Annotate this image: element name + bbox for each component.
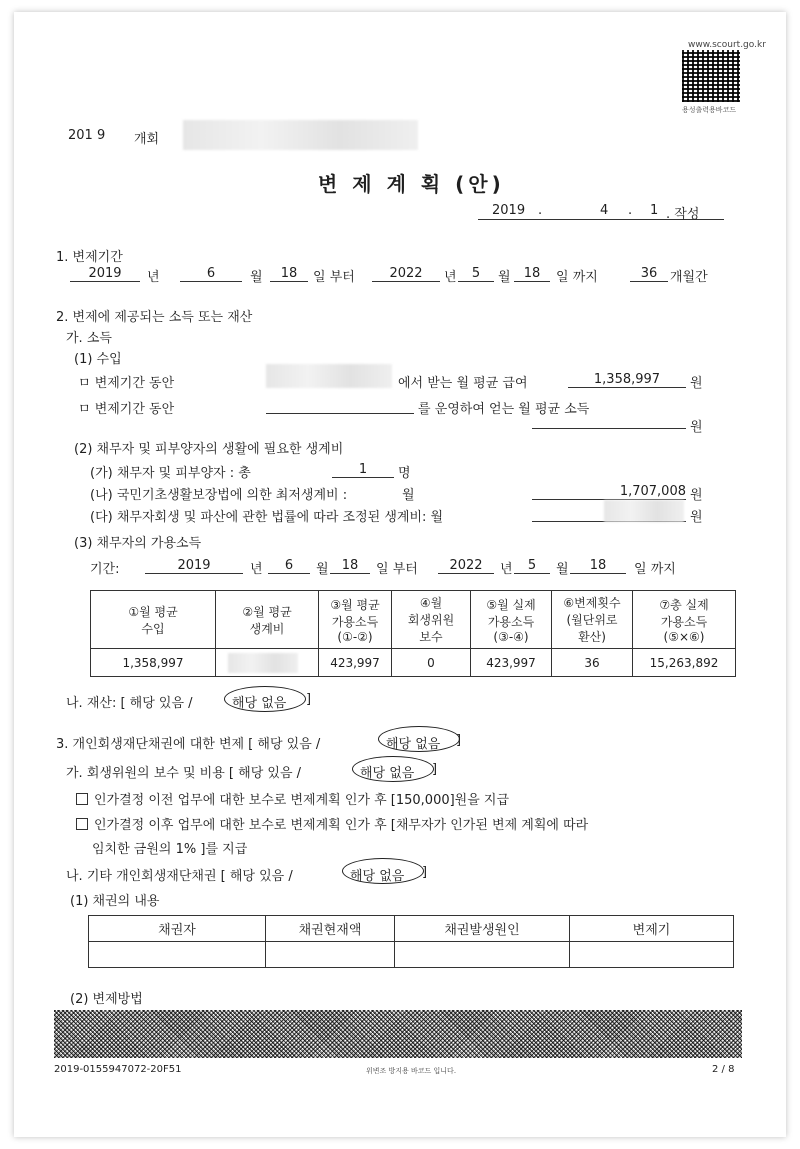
s3-na-close: ] — [422, 865, 428, 880]
th-claim-cause: 채권발생원인 — [395, 916, 570, 942]
td-claim-cause — [395, 942, 570, 968]
p-end-month: 5 — [514, 558, 550, 574]
th-due-date: 변제기 — [570, 916, 734, 942]
available-income-heading: (3) 채무자의 가용소득 — [74, 536, 202, 551]
p-start-month: 6 — [268, 558, 310, 574]
living-b-label: (나) 국민기초생활보장법에 의한 최저생계비 : — [90, 488, 348, 503]
td-actual-available: 423,997 — [471, 649, 552, 677]
living-a-label: (가) 채무자 및 피부양자 : 총 — [90, 466, 251, 481]
nyeon-label: 년 — [500, 562, 513, 577]
td-available-income: 423,997 — [319, 649, 392, 677]
income-heading: (1) 수입 — [74, 352, 122, 367]
p-start-day: 18 — [330, 558, 370, 574]
table-row — [89, 942, 734, 968]
table-header-row — [91, 591, 736, 649]
s3-none: 해당 없음 — [386, 737, 441, 752]
p-start-year: 2019 — [145, 558, 243, 574]
date-year: 2019 — [492, 203, 526, 218]
wol-label: 월 — [556, 562, 569, 577]
date-dot: . — [538, 203, 543, 218]
won-label: 원 — [690, 488, 703, 503]
redacted-employer — [266, 364, 392, 388]
section3-heading: 3. 개인회생재단채권에 대한 변제 [ 해당 있음 / — [56, 737, 321, 752]
won-label: 원 — [690, 420, 703, 435]
check-row-2 — [76, 814, 588, 833]
il-kkaji-label: 일 까지 — [634, 562, 676, 577]
living-b-wol: 월 — [402, 488, 415, 503]
circled-mark — [352, 756, 434, 782]
nyeon-label: 년 — [444, 270, 457, 285]
td-total-available: 15,263,892 — [633, 649, 736, 677]
business-income-blank — [532, 413, 686, 429]
property-label: 나. 재산: [ 해당 있음 / — [66, 696, 193, 711]
s1-start-day: 18 — [270, 266, 308, 282]
s1-start-year: 2019 — [70, 266, 140, 282]
qr-code-icon — [682, 50, 740, 102]
table-header-row — [89, 916, 734, 942]
check-text-1: 인가결정 이전 업무에 대한 보수로 변제계획 인가 후 [150,000]원을 지급 — [94, 793, 510, 808]
th-claim-amount: 채권현재액 — [266, 916, 395, 942]
s1-end-month: 5 — [458, 266, 494, 282]
table-row — [91, 649, 736, 677]
method-heading: (2) 변제방법 — [70, 992, 143, 1007]
property-close: ] — [306, 692, 312, 707]
check-text-2b: 임치한 금원의 1% ]를 지급 — [92, 842, 248, 857]
il-buteo-label: 일 부터 — [376, 562, 418, 577]
won-label: 원 — [690, 510, 703, 525]
won-label: 원 — [690, 376, 703, 391]
barcode-note: 위변조 방지용 바코드 입니다. — [366, 1067, 457, 1075]
minimum-living-cost: 1,707,008 — [532, 484, 686, 500]
nyeon-label: 년 — [250, 562, 263, 577]
monthly-salary: 1,358,997 — [568, 372, 686, 388]
s1-end-day: 18 — [514, 266, 550, 282]
case-type: 개회 — [134, 132, 160, 147]
redacted-adjusted-living-cost — [604, 500, 684, 522]
wol-label: 월 — [250, 270, 263, 285]
th-available-income: ③월 평균 가용소득 (①-②) — [319, 591, 392, 649]
td-monthly-living — [216, 649, 319, 677]
circled-mark — [378, 726, 460, 752]
s3-na: 나. 기타 개인회생재단채권 [ 해당 있음 / — [66, 869, 293, 884]
s3-ga-none: 해당 없음 — [360, 766, 415, 781]
income-row2-mid: 를 운영하여 얻는 월 평균 소득 — [418, 402, 590, 417]
case-year: 201 9 — [68, 128, 106, 143]
s1-months: 36 — [630, 266, 668, 282]
date-month: 4 — [600, 203, 609, 218]
income-row1-mid: 에서 받는 월 평균 급여 — [398, 376, 528, 391]
td-repayment-count: 36 — [552, 649, 633, 677]
td-monthly-income: 1,358,997 — [91, 649, 216, 677]
document-id: 2019-0155947072-20F51 — [54, 1064, 182, 1075]
site-url: www.scourt.go.kr — [688, 40, 766, 50]
td-claim-amount — [266, 942, 395, 968]
s1-start-month: 6 — [180, 266, 242, 282]
living-cost-heading: (2) 채무자 및 피부양자의 생활에 필요한 생계비 — [74, 442, 344, 457]
page-number: 2 / 8 — [712, 1064, 735, 1075]
s1-end-year: 2022 — [372, 266, 440, 282]
claims-table — [88, 915, 734, 968]
circled-mark — [224, 686, 306, 712]
check-text-2: 인가결정 이후 업무에 대한 보수로 변제계획 인가 후 [채무자가 인가된 변제 계획에 따라 — [94, 818, 589, 833]
td-trustee-fee: 0 — [392, 649, 471, 677]
anti-forgery-barcode-icon — [54, 1010, 742, 1058]
dependents-unit: 명 — [398, 466, 411, 481]
income-row1-label: ㅁ 변제기간 동안 — [78, 376, 175, 391]
s1-months-label: 개월간 — [670, 270, 708, 285]
available-income-table — [90, 590, 736, 677]
p-end-year: 2022 — [438, 558, 494, 574]
th-creditor: 채권자 — [89, 916, 266, 942]
property-none: 해당 없음 — [232, 696, 287, 711]
il-kkaji-label: 일 까지 — [556, 270, 598, 285]
checkbox-icon — [76, 793, 88, 805]
wol-label: 월 — [316, 562, 329, 577]
date-day: 1 — [650, 203, 659, 218]
s3-ga: 가. 회생위원의 보수 및 비용 [ 해당 있음 / — [66, 766, 302, 781]
check-row-1 — [76, 789, 509, 808]
th-monthly-income: ①월 평균 수입 — [91, 591, 216, 649]
th-monthly-living: ②월 평균 생계비 — [216, 591, 319, 649]
section2-heading: 2. 변제에 제공되는 소득 또는 재산 — [56, 310, 253, 325]
nyeon-label: 년 — [147, 270, 160, 285]
td-creditor — [89, 942, 266, 968]
qr-caption: 용성출력용바코드 — [682, 106, 737, 114]
section1-heading: 1. 변제기간 — [56, 250, 123, 265]
th-total-available: ⑦총 실제 가용소득 (⑤×⑥) — [633, 591, 736, 649]
s3-ga-close: ] — [432, 762, 438, 777]
document-title: 변 제 계 획 (안) — [318, 172, 505, 196]
s2-ga: 가. 소득 — [66, 331, 112, 346]
circled-mark — [342, 858, 424, 884]
period-label: 기간: — [90, 562, 120, 577]
td-due-date — [570, 942, 734, 968]
p-end-day: 18 — [570, 558, 626, 574]
date-dot: . — [628, 203, 633, 218]
wol-label: 월 — [498, 270, 511, 285]
checkbox-icon — [76, 818, 88, 830]
th-actual-available: ⑤월 실제 가용소득 (③-④) — [471, 591, 552, 649]
s3-close: ] — [456, 733, 462, 748]
income-row2-label: ㅁ 변제기간 동안 — [78, 402, 175, 417]
redacted-case-number — [183, 120, 418, 150]
dependents-count: 1 — [332, 462, 394, 478]
business-name-blank — [266, 398, 414, 414]
date-suffix: . 작성 — [666, 207, 700, 222]
th-repayment-count: ⑥변제횟수 (월단위로 환산) — [552, 591, 633, 649]
th-trustee-fee: ④월 회생위원 보수 — [392, 591, 471, 649]
claims-heading: (1) 채권의 내용 — [70, 894, 160, 909]
il-buteo-label: 일 부터 — [313, 270, 355, 285]
redacted-living-cost — [228, 653, 298, 673]
living-c-label: (다) 채무자회생 및 파산에 관한 법률에 따라 조정된 생계비: 월 — [90, 510, 444, 525]
s3-na-none: 해당 없음 — [350, 869, 405, 884]
